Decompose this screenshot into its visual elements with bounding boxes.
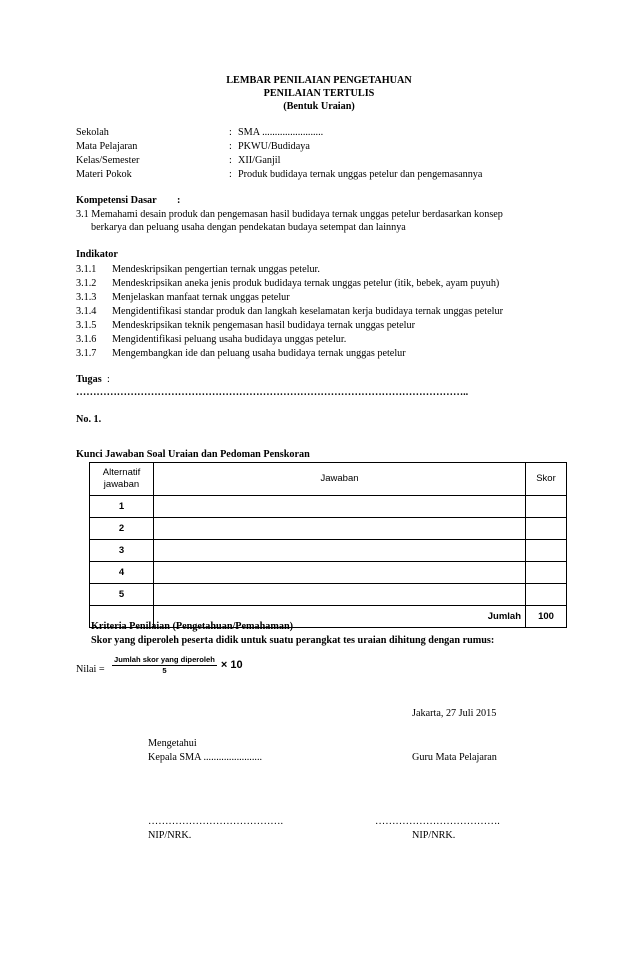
mengetahui-label: Mengetahui xyxy=(148,738,197,749)
table-row xyxy=(90,496,567,518)
header-skor: Skor xyxy=(526,463,567,496)
skor-cell[interactable] xyxy=(526,562,567,584)
document-title: LEMBAR PENILAIAN PENGETAHUAN xyxy=(226,75,412,86)
table-row xyxy=(90,518,567,540)
formula-multiplier: × 10 xyxy=(220,659,243,671)
table-row xyxy=(90,562,567,584)
soal-number: No. 1. xyxy=(76,414,102,425)
table-header-row xyxy=(90,463,567,496)
signature-line-right: ………………………………. xyxy=(375,816,500,827)
document-form: (Bentuk Uraian) xyxy=(283,101,355,112)
kunci-table xyxy=(89,462,567,628)
formula-numerator: Jumlah skor yang diperoleh xyxy=(114,655,215,664)
nip-left: NIP/NRK. xyxy=(148,830,192,841)
identity-value: Produk budidaya ternak unggas petelur dan pengemasannya xyxy=(238,169,483,180)
jawaban-cell[interactable] xyxy=(154,540,526,562)
jawaban-cell[interactable] xyxy=(154,496,526,518)
indikator-text: Mendeskripsikan aneka jenis produk budidaya ternak unggas petelur (itik, bebek, ayam puyuh) xyxy=(112,278,500,289)
tugas-answer-line: …………………………………………………………………………………………………….. xyxy=(76,387,469,398)
indikator-text: Mengidentifikasi standar produk dan langkah keselamatan kerja budidaya ternak unggas petelur xyxy=(112,306,503,317)
table-row xyxy=(90,584,567,606)
identity-colon: : xyxy=(229,169,232,180)
identity-value: XII/Ganjil xyxy=(238,155,281,166)
skor-cell[interactable] xyxy=(526,496,567,518)
nip-right: NIP/NRK. xyxy=(412,830,456,841)
indikator-text: Mendeskripsikan teknik pengemasan hasil budidaya ternak unggas petelur xyxy=(112,320,415,331)
tugas-label: Tugas xyxy=(76,374,102,385)
identity-label: Kelas/Semester xyxy=(76,155,140,166)
identity-value: PKWU/Budidaya xyxy=(238,141,310,152)
formula-fraction xyxy=(112,655,217,676)
indikator-text: Mengembangkan ide dan peluang usaha budidaya ternak unggas petelur xyxy=(112,348,406,359)
identity-colon: : xyxy=(229,141,232,152)
header-alternatif-line1: Alternatif xyxy=(102,467,141,478)
skor-cell[interactable] xyxy=(526,540,567,562)
skor-cell[interactable] xyxy=(526,584,567,606)
kompetensi-text-line1: 3.1 Memahami desain produk dan pengemasan hasil budidaya ternak unggas petelur berdasarkan konsep xyxy=(76,209,503,220)
indikator-number: 3.1.6 xyxy=(76,334,97,345)
row-number: 4 xyxy=(90,562,154,584)
jawaban-cell[interactable] xyxy=(154,584,526,606)
document-subtitle: PENILAIAN TERTULIS xyxy=(263,88,375,99)
indikator-text: Menjelaskan manfaat ternak unggas petelur xyxy=(112,292,290,303)
tugas-colon: : xyxy=(107,374,110,385)
row-number: 2 xyxy=(90,518,154,540)
kompetensi-heading: Kompetensi Dasar xyxy=(76,195,157,206)
identity-value: SMA ........................ xyxy=(238,127,324,138)
formula-denominator: 5 xyxy=(162,666,167,675)
nilai-formula xyxy=(112,655,243,676)
indikator-number: 3.1.3 xyxy=(76,292,97,303)
header-alternatif xyxy=(90,463,154,496)
header-jawaban: Jawaban xyxy=(154,463,526,496)
row-number: 5 xyxy=(90,584,154,606)
place-date: Jakarta, 27 Juli 2015 xyxy=(412,708,497,719)
identity-label: Mata Pelajaran xyxy=(76,141,138,152)
signature-line-left: …………………………………. xyxy=(148,816,283,827)
indikator-number: 3.1.5 xyxy=(76,320,97,331)
kompetensi-text-line2: berkarya dan peluang usaha dengan pendekatan budaya setempat dan lainnya xyxy=(91,222,406,233)
header-alternatif-line2: jawaban xyxy=(103,479,140,490)
identity-colon: : xyxy=(229,155,232,166)
skor-cell[interactable] xyxy=(526,518,567,540)
indikator-text: Mengidentifikasi peluang usaha budidaya unggas petelur. xyxy=(112,334,347,345)
indikator-number: 3.1.7 xyxy=(76,348,97,359)
jawaban-cell[interactable] xyxy=(154,518,526,540)
jumlah-value: 100 xyxy=(526,606,567,628)
guru-label: Guru Mata Pelajaran xyxy=(412,752,497,763)
identity-label: Materi Pokok xyxy=(76,169,132,180)
row-number: 1 xyxy=(90,496,154,518)
indikator-number: 3.1.4 xyxy=(76,306,97,317)
indikator-number: 3.1.2 xyxy=(76,278,97,289)
kunci-heading: Kunci Jawaban Soal Uraian dan Pedoman Penskoran xyxy=(76,449,310,460)
kompetensi-colon: : xyxy=(177,195,181,206)
kriteria-heading: Kriteria Penilaian (Pengetahuan/Pemahaman) xyxy=(91,621,294,632)
indikator-heading: Indikator xyxy=(76,249,118,260)
row-number: 3 xyxy=(90,540,154,562)
jumlah-label: Jumlah xyxy=(154,606,526,628)
table-row xyxy=(90,540,567,562)
kriteria-skor-line: Skor yang diperoleh peserta didik untuk suatu perangkat tes uraian dihitung dengan rumus: xyxy=(91,635,495,646)
indikator-number: 3.1.1 xyxy=(76,264,97,275)
nilai-label: Nilai = xyxy=(76,664,105,675)
jawaban-cell[interactable] xyxy=(154,562,526,584)
kepala-sekolah-label: Kepala SMA ....................... xyxy=(148,752,263,763)
identity-label: Sekolah xyxy=(76,127,109,138)
indikator-text: Mendeskripsikan pengertian ternak unggas petelur. xyxy=(112,264,320,275)
identity-colon: : xyxy=(229,127,232,138)
